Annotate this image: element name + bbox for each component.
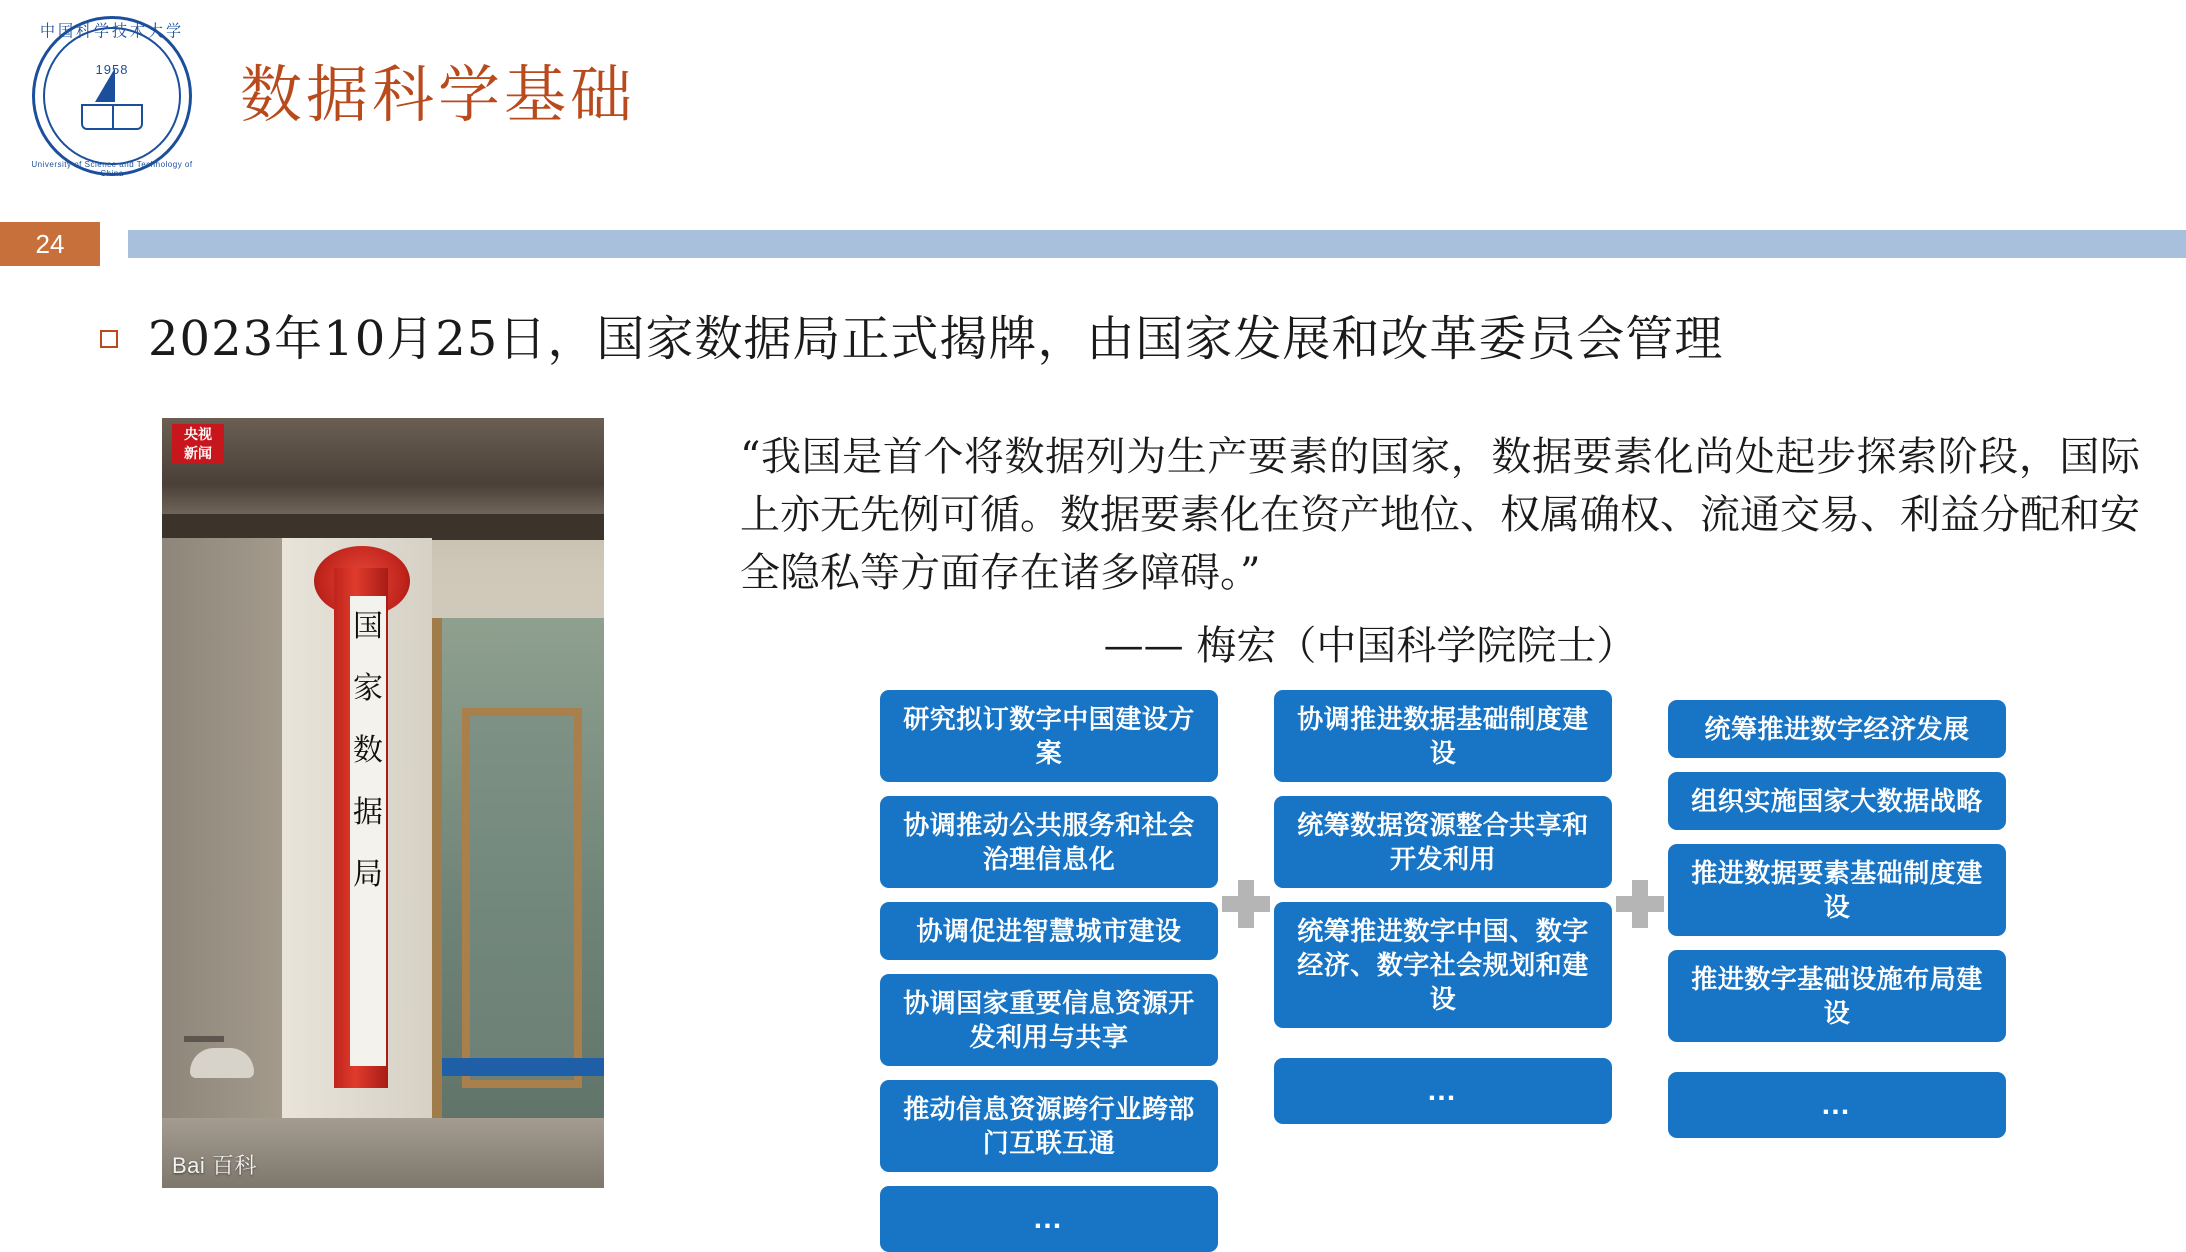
duty-column-3 (1668, 700, 2006, 1138)
logo-emblem (69, 62, 155, 140)
bullet-row (100, 300, 2120, 369)
photo-blue-strip (442, 1058, 604, 1076)
plaque-char: 据 (353, 795, 383, 830)
photo-plaque-text (350, 596, 386, 1066)
page-title: 数据科学基础 (240, 58, 637, 131)
quote-text: “我国是首个将数据列为生产要素的国家，数据要素化尚处起步探索阶段，国际上亦无先例可循。数据要素化在资产地位、权属确权、流通交易、利益分配和安全隐私等方面存在诸多障碍。” (740, 434, 2140, 596)
photo-door-frame (462, 708, 582, 1088)
duties-diagram (880, 690, 2140, 1235)
quote-block (740, 428, 2140, 671)
duty-box: 协调促进智慧城市建设 (880, 902, 1218, 960)
duty-box: 统筹推进数字中国、数字经济、数字社会规划和建设 (1274, 902, 1612, 1028)
plaque-char: 数 (353, 733, 383, 768)
photo-roof-eave (162, 514, 604, 540)
duty-box: 研究拟订数字中国建设方案 (880, 690, 1218, 782)
bullet-square-icon (100, 330, 118, 348)
slide-header (0, 0, 2186, 200)
duty-box: 协调国家重要信息资源开发利用与共享 (880, 974, 1218, 1066)
duty-box: 统筹推进数字经济发展 (1668, 700, 2006, 758)
cctv-badge-line1: 央视 (184, 426, 212, 442)
logo-chinese-name: 中国科学技术大学 (39, 21, 184, 41)
duty-box: 协调推进数据基础制度建设 (1274, 690, 1612, 782)
plus-icon (1616, 880, 1664, 928)
plaque-char: 家 (353, 671, 383, 706)
duty-box: 推进数据要素基础制度建设 (1668, 844, 2006, 936)
cctv-news-badge (172, 424, 224, 464)
duty-box: 组织实施国家大数据战略 (1668, 772, 2006, 830)
quote-attribution: —— 梅宏（中国科学院院士） (1103, 623, 1637, 669)
photo-lamp (184, 1018, 264, 1118)
university-logo (14, 10, 204, 200)
news-photo (162, 418, 604, 1188)
bullet-text: 2023年10月25日，国家数据局正式揭牌，由国家发展和改革委员会管理 (148, 311, 1724, 367)
logo-english-name: University of Science and Technology of China (31, 160, 193, 178)
duty-column-2 (1274, 690, 1612, 1124)
logo-book-shape (81, 104, 143, 130)
photo-roof (162, 418, 604, 538)
plus-separator-1 (1218, 690, 1274, 1230)
duty-box: 推进数字基础设施布局建设 (1668, 950, 2006, 1042)
photo-lamp-shade (190, 1048, 254, 1078)
photo-lamp-pole (184, 1036, 224, 1042)
slide-number-badge: 24 (0, 222, 100, 266)
duty-box: 协调推动公共服务和社会治理信息化 (880, 796, 1218, 888)
duty-box: … (1274, 1058, 1612, 1124)
logo-sail-shape (95, 68, 115, 102)
duty-box: … (1668, 1072, 2006, 1138)
plaque-char: 国 (353, 609, 383, 644)
plaque-char: 局 (353, 857, 383, 892)
duty-column-1 (880, 690, 1218, 1252)
baidu-watermark: Bai 百科 (172, 1153, 257, 1178)
duty-box: … (880, 1186, 1218, 1252)
plus-separator-2 (1612, 690, 1668, 1230)
logo-founding-year: 1958 (95, 62, 129, 77)
cctv-badge-line2: 新闻 (184, 445, 212, 461)
header-divider-bar (128, 230, 2186, 258)
plus-icon (1222, 880, 1270, 928)
duty-box: 统筹数据资源整合共享和开发利用 (1274, 796, 1612, 888)
duty-box: 推动信息资源跨行业跨部门互联互通 (880, 1080, 1218, 1172)
